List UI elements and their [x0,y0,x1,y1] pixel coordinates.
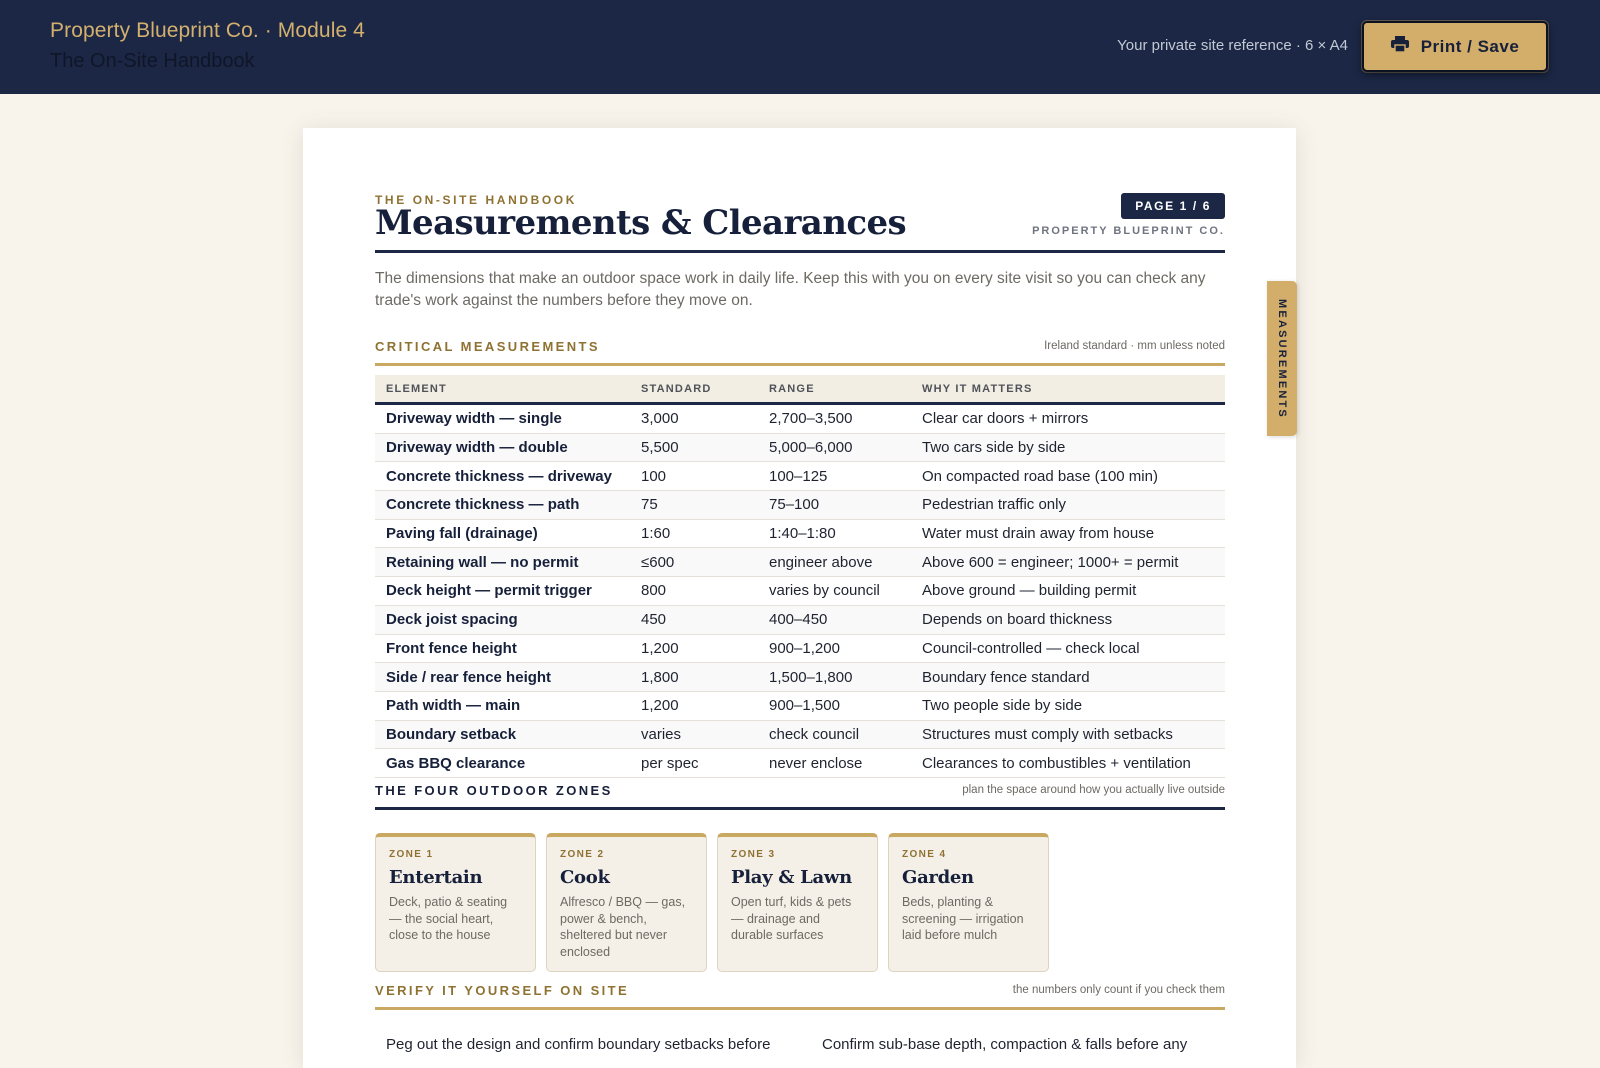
table-row [375,634,1225,663]
page-number-badge: PAGE 1 / 6 [1121,193,1225,219]
standard-cell: 3,000 [630,404,758,434]
why-cell: Structures must comply with setbacks [911,720,1225,749]
element-cell: Deck joist spacing [375,605,630,634]
brand-line: Property Blueprint Co. · Module 4 [50,19,365,42]
section-note: plan the space around how you actually live outside [962,784,1225,796]
range-cell: 400–450 [758,605,911,634]
why-cell: Two cars side by side [911,433,1225,462]
zone-card [717,833,878,972]
intro-paragraph: The dimensions that make an outdoor space work in daily life. Keep this with you on every site visit so you can check any trade's work against the numbers before they move on. [375,270,1206,309]
standard-cell: 1,200 [630,691,758,720]
why-cell: Council-controlled — check local [911,634,1225,663]
standard-cell: per spec [630,749,758,778]
why-cell: Above 600 = engineer; 1000+ = permit [911,548,1225,577]
verify-text-left: Peg out the design and confirm boundary setbacks before [386,1036,771,1053]
handbook-page [303,128,1296,1068]
zone-name: Play & Lawn [731,867,852,888]
zone-name: Entertain [389,867,483,888]
zone-description: Alfresco / BBQ — gas, power & bench, sheltered but never enclosed [560,895,686,959]
table-row [375,605,1225,634]
range-cell: 100–125 [758,462,911,491]
zone-description: Beds, planting & screening — irrigation laid before mulch [902,895,1024,942]
page-title: Measurements & Clearances [375,203,907,243]
range-cell: check council [758,720,911,749]
range-cell: 1,500–1,800 [758,663,911,692]
table-row [375,749,1225,778]
top-bar [0,0,1600,94]
table-row [375,433,1225,462]
table-row [375,663,1225,692]
standard-cell: 450 [630,605,758,634]
zone-card [546,833,707,972]
company-name: PROPERTY BLUEPRINT CO. [1032,225,1225,237]
measurements-table [375,375,1225,778]
zone-description: Deck, patio & seating — the social heart, close to the house [389,895,508,942]
zone-number: ZONE 2 [560,849,605,860]
element-cell: Paving fall (drainage) [375,519,630,548]
table-header-row [375,375,1225,404]
critical-measurements-header [375,339,1225,366]
table-row [375,519,1225,548]
why-cell: Water must drain away from house [911,519,1225,548]
range-cell: 900–1,500 [758,691,911,720]
title-divider [375,250,1225,253]
element-cell: Boundary setback [375,720,630,749]
zone-description: Open turf, kids & pets — drainage and durable surfaces [731,895,852,942]
why-cell: Clearances to combustibles + ventilation [911,749,1225,778]
standard-cell: 1,800 [630,663,758,692]
outdoor-zones-header [375,783,1225,810]
range-cell: varies by council [758,577,911,606]
table-row [375,491,1225,520]
handbook-subtitle: The On-Site Handbook [50,50,255,72]
standard-cell: 1:60 [630,519,758,548]
element-cell: Gas BBQ clearance [375,749,630,778]
element-cell: Side / rear fence height [375,663,630,692]
zones-grid [375,833,1049,972]
verify-text-right: Confirm sub-base depth, compaction & falls before any [822,1036,1188,1053]
section-note: the numbers only count if you check them [1012,984,1225,996]
table-row [375,577,1225,606]
table-row [375,691,1225,720]
standard-cell: 800 [630,577,758,606]
element-cell: Retaining wall — no permit [375,548,630,577]
element-cell: Concrete thickness — path [375,491,630,520]
range-cell: 5,000–6,000 [758,433,911,462]
range-cell: engineer above [758,548,911,577]
element-cell: Driveway width — single [375,404,630,434]
zone-name: Cook [560,867,610,888]
standard-cell: 5,500 [630,433,758,462]
why-cell: Boundary fence standard [911,663,1225,692]
standard-cell: 1,200 [630,634,758,663]
print-save-label: Print / Save [1420,36,1520,56]
section-title: VERIFY IT YOURSELF ON SITE [375,983,630,998]
range-cell: never enclose [758,749,911,778]
printer-icon [1391,36,1409,57]
print-save-button[interactable] [1362,21,1548,72]
element-cell: Driveway width — double [375,433,630,462]
range-cell: 75–100 [758,491,911,520]
why-cell: Above ground — building permit [911,577,1225,606]
why-cell: Clear car doors + mirrors [911,404,1225,434]
standard-cell: 75 [630,491,758,520]
table-row [375,720,1225,749]
element-cell: Concrete thickness — driveway [375,462,630,491]
site-reference-text: Your private site reference · 6 × A4 [1117,37,1348,54]
range-cell: 2,700–3,500 [758,404,911,434]
table-row [375,548,1225,577]
element-cell: Path width — main [375,691,630,720]
standard-cell: varies [630,720,758,749]
column-header: ELEMENT [375,375,630,404]
zone-card [375,833,536,972]
measurements-side-tab[interactable] [1267,281,1297,436]
column-header: STANDARD [630,375,758,404]
table-row [375,404,1225,434]
zone-number: ZONE 1 [389,849,434,860]
standard-cell: 100 [630,462,758,491]
zone-number: ZONE 3 [731,849,776,860]
standard-cell: ≤600 [630,548,758,577]
page-eyebrow: THE ON-SITE HANDBOOK [375,193,577,207]
element-cell: Deck height — permit trigger [375,577,630,606]
verify-on-site-header [375,983,1225,1010]
zone-number: ZONE 4 [902,849,947,860]
section-note: Ireland standard · mm unless noted [1044,340,1225,352]
zone-card [888,833,1049,972]
column-header: WHY IT MATTERS [911,375,1225,404]
why-cell: Two people side by side [911,691,1225,720]
section-title: THE FOUR OUTDOOR ZONES [375,783,613,798]
table-body [375,404,1225,778]
side-tab-label: MEASUREMENTS [1276,298,1288,419]
column-header: RANGE [758,375,911,404]
range-cell: 1:40–1:80 [758,519,911,548]
element-cell: Front fence height [375,634,630,663]
range-cell: 900–1,200 [758,634,911,663]
table-row [375,462,1225,491]
why-cell: Depends on board thickness [911,605,1225,634]
why-cell: On compacted road base (100 min) [911,462,1225,491]
section-title: CRITICAL MEASUREMENTS [375,339,600,354]
why-cell: Pedestrian traffic only [911,491,1225,520]
zone-name: Garden [902,867,974,888]
